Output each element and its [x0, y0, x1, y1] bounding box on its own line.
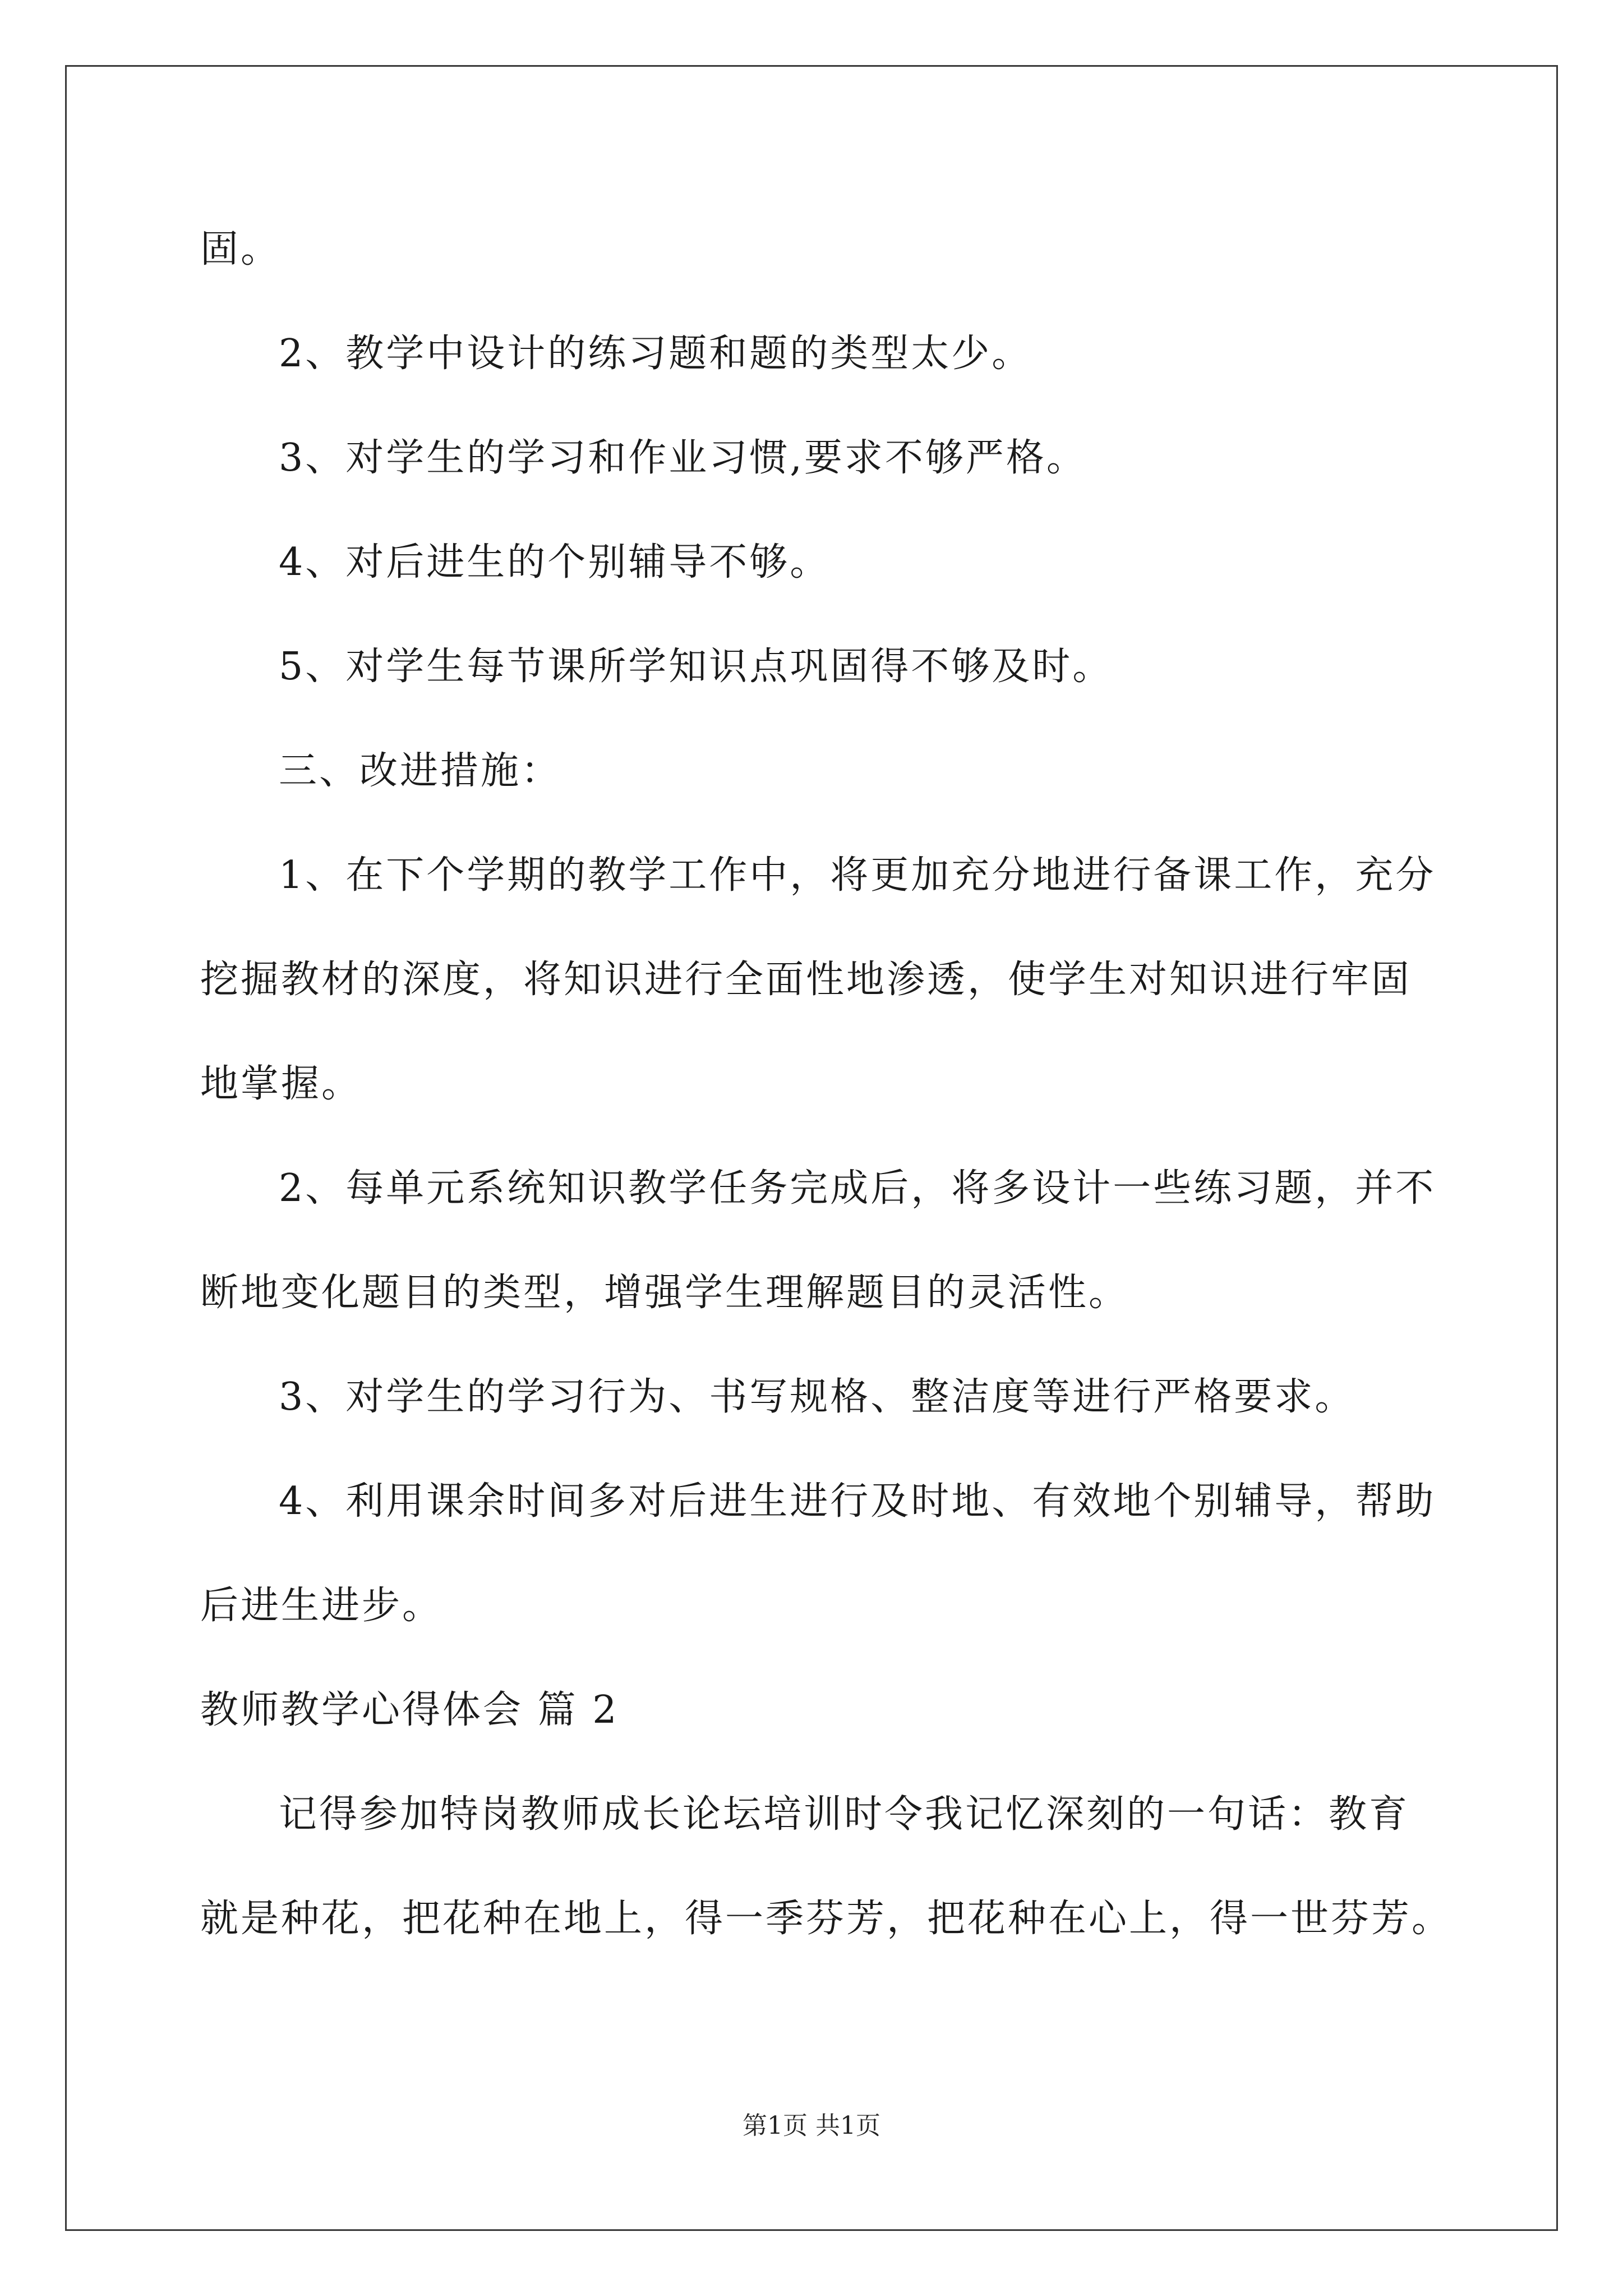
- section-heading: 三、改进措施：: [279, 749, 562, 793]
- text-line: 挖掘教材的深度，将知识进行全面性地渗透，使学生对知识进行牢固: [200, 958, 1412, 1002]
- text-line: 固。: [200, 227, 282, 272]
- text-line: 3、对学生的学习和作业习惯,要求不够严格。: [279, 436, 1087, 480]
- page-footer: 第1页 共1页: [743, 2111, 880, 2140]
- text-line: 后进生进步。: [200, 1584, 443, 1628]
- text-line: 4、对后进生的个别辅导不够。: [279, 540, 831, 585]
- article-title: 教师教学心得体会 篇 2: [200, 1688, 619, 1732]
- text-line: 就是种花，把花种在地上，得一季芬芳，把花种在心上，得一世芬芳。: [200, 1897, 1453, 1941]
- text-line: 4、利用课余时间多对后进生进行及时地、有效地个别辅导，帮助: [279, 1479, 1436, 1524]
- text-line: 1、在下个学期的教学工作中，将更加充分地进行备课工作，充分: [279, 853, 1436, 898]
- text-line: 3、对学生的学习行为、书写规格、整洁度等进行严格要求。: [279, 1375, 1355, 1419]
- text-line: 断地变化题目的类型，增强学生理解题目的灵活性。: [200, 1271, 1129, 1315]
- text-line: 5、对学生每节课所学知识点巩固得不够及时。: [279, 645, 1113, 689]
- text-line: 地掌握。: [200, 1062, 362, 1106]
- text-line: 记得参加特岗教师成长论坛培训时令我记忆深刻的一句话：教育: [279, 1792, 1410, 1837]
- text-line: 2、教学中设计的练习题和题的类型太少。: [279, 332, 1032, 376]
- text-line: 2、每单元系统知识教学任务完成后，将多设计一些练习题，并不: [279, 1166, 1436, 1211]
